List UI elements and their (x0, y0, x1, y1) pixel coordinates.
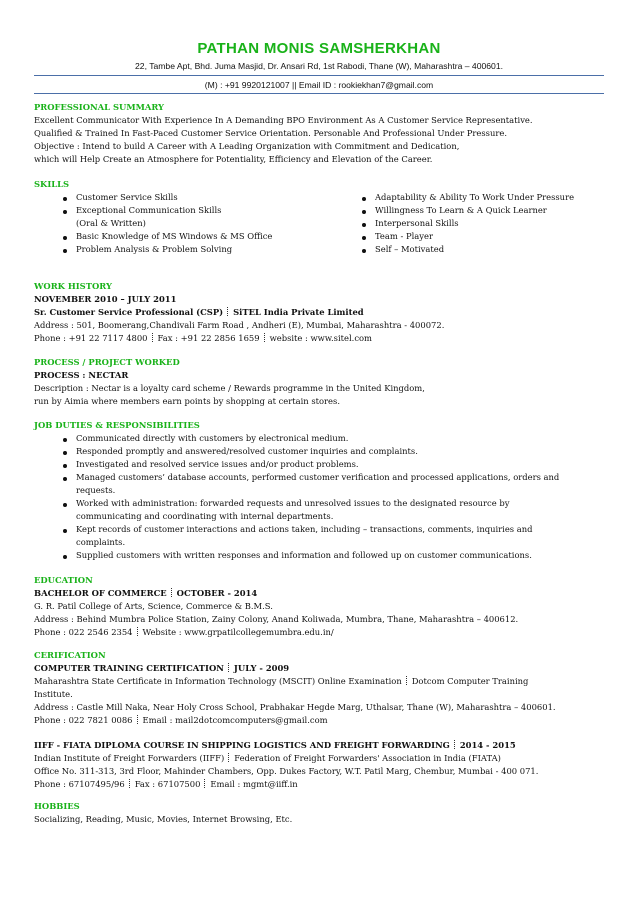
duty-item: Kept records of customer interactions and actions taken, including – transactions, comments, inquiries and (76, 524, 533, 534)
separator (204, 779, 206, 788)
skill-item: Basic Knowledge of MS Windows & MS Office (76, 231, 273, 241)
process-description: run by Aimia where members earn points by shopping at certain stores. (34, 396, 340, 406)
skill-item: Customer Service Skills (76, 192, 178, 202)
bullet-icon (63, 451, 67, 455)
bullet-icon (63, 529, 67, 533)
cert-contact-line (34, 714, 328, 726)
skill-item: Willingness To Learn & A Quick Learner (375, 205, 547, 215)
skill-item: Exceptional Communication Skills (76, 205, 222, 215)
header-divider-top (34, 75, 604, 76)
bullet-icon (362, 210, 366, 214)
education-heading: EDUCATION (34, 575, 93, 585)
skill-item: Interpersonal Skills (375, 218, 459, 228)
cert-issuer-line (34, 752, 501, 764)
separator (171, 588, 173, 597)
skill-item: Problem Analysis & Problem Solving (76, 244, 233, 254)
duty-item: Supplied customers with written responses and information and followed up on customer communications. (76, 550, 532, 560)
cert-fax: Fax : 67107500 (134, 779, 201, 789)
cert-institute: Dotcom Computer Training (411, 676, 529, 686)
separator (454, 740, 456, 749)
cert-address: Office No. 311-313, 3rd Floor, Mahinder Chambers, Opp. Dukes Factory, W.T. Patil Marg, Chembur, Mumbai - 400 071. (34, 766, 539, 776)
process-heading: PROCESS / PROJECT WORKED (34, 357, 180, 367)
duty-item-continuation: communicating and coordinating with internal departments. (76, 511, 334, 521)
education-degree-line (34, 587, 257, 599)
summary-line: Qualified & Trained In Fast-Paced Customer Service Orientation. Personable And Professional Under Pressure. (34, 128, 507, 138)
cert-phone: Phone : 022 7821 0086 (34, 715, 133, 725)
job-title: Sr. Customer Service Professional (CSP) (34, 307, 224, 317)
separator (227, 307, 229, 316)
summary-line: Excellent Communicator With Experience In A Demanding BPO Environment As A Customer Service Representative. (34, 115, 533, 125)
cert-institute: Indian Institute of Freight Forwarders (IIFF) (34, 753, 225, 763)
bullet-icon (63, 555, 67, 559)
duties-heading: JOB DUTIES & RESPONSIBILITIES (34, 420, 200, 430)
college-website: Website : www.grpatilcollegemumbra.edu.in/ (142, 627, 334, 637)
bullet-icon (63, 464, 67, 468)
bullet-icon (63, 477, 67, 481)
separator (228, 663, 230, 672)
duty-item-continuation: requests. (76, 485, 116, 495)
cert-issuer-line (34, 675, 528, 687)
separator (129, 779, 131, 788)
summary-line: Objective : Intend to build A Career with A Leading Organization with Commitment and Dedication, (34, 141, 460, 151)
degree-name: BACHELOR OF COMMERCE (34, 588, 167, 598)
process-description: Description : Nectar is a loyalty card scheme / Rewards programme in the United Kingdom, (34, 383, 425, 393)
work-contact-line (34, 332, 372, 344)
skill-item: Team - Player (375, 231, 433, 241)
cert-address: Address : Castle Mill Naka, Near Holy Cross School, Prabhakar Hegde Marg, Uthalsar, Thane (W), Maharashtra – 400601. (34, 702, 556, 712)
skill-item: Adaptability & Ability To Work Under Pressure (375, 192, 575, 202)
company-name: SiTEL India Private Limited (233, 307, 364, 317)
cert-date: JULY - 2009 (233, 663, 290, 673)
header-divider-bottom (34, 93, 604, 94)
work-phone: Phone : +91 22 7117 4800 (34, 333, 148, 343)
separator (137, 715, 139, 724)
bullet-icon (63, 210, 67, 214)
bullet-icon (63, 438, 67, 442)
work-website: website : www.sitel.com (269, 333, 372, 343)
summary-heading: PROFESSIONAL SUMMARY (34, 102, 165, 112)
work-history-heading: WORK HISTORY (34, 281, 112, 291)
cert-date: 2014 - 2015 (459, 740, 516, 750)
duty-item: Worked with administration: forwarded requests and unresolved issues to the designated resource by (76, 498, 510, 508)
duty-item: Responded promptly and answered/resolved customer inquiries and complaints. (76, 446, 418, 456)
separator (152, 333, 154, 342)
cert-course: Maharashtra State Certificate in Information Technology (MSCIT) Online Examination (34, 676, 402, 686)
cert-title: COMPUTER TRAINING CERTIFICATION (34, 663, 224, 673)
contact-line: (M) : +91 9920121007 || Email ID : rookiekhan7@gmail.com (204, 80, 434, 90)
candidate-name: PATHAN MONIS SAMSHERKHAN (197, 40, 441, 57)
bullet-icon (362, 249, 366, 253)
cert-federation: Federation of Freight Forwarders' Association in India (FIATA) (234, 753, 501, 763)
duty-item-continuation: complaints. (76, 537, 126, 547)
separator (406, 676, 408, 685)
bullet-icon (63, 236, 67, 240)
hobbies-text: Socializing, Reading, Music, Movies, Internet Browsing, Etc. (34, 814, 293, 824)
duty-item: Managed customers’ database accounts, performed customer verification and processed applications, orders and (76, 472, 560, 482)
certification-heading: CERIFICATION (34, 650, 106, 660)
skill-item-continuation: (Oral & Written) (76, 218, 146, 228)
duty-item: Investigated and resolved service issues and/or product problems. (76, 459, 359, 469)
cert-email: Email : mgmt@iiff.in (210, 779, 298, 789)
process-name: PROCESS : NECTAR (34, 370, 129, 380)
separator (264, 333, 266, 342)
home-address: 22, Tambe Apt, Bhd. Juma Masjid, Dr. Ansari Rd, 1st Rabodi, Thane (W), Maharashtra – 400601. (135, 61, 503, 71)
bullet-icon (362, 236, 366, 240)
work-address: Address : 501, Boomerang,Chandivali Farm Road , Andheri (E), Mumbai, Maharashtra - 400072. (34, 320, 445, 330)
bullet-icon (362, 223, 366, 227)
cert-title: IIFF - FIATA DIPLOMA COURSE IN SHIPPING LOGISTICS AND FREIGHT FORWARDING (34, 740, 450, 750)
work-role-line (34, 306, 364, 318)
bullet-icon (63, 197, 67, 201)
cert-contact-line (34, 778, 298, 790)
college-contact-line (34, 626, 334, 638)
bullet-icon (63, 249, 67, 253)
degree-date: OCTOBER - 2014 (176, 588, 258, 598)
college-address: Address : Behind Mumbra Police Station, Zainy Colony, Anand Koliwada, Mumbra, Thane, Maharashtra – 400612. (34, 614, 519, 624)
skills-heading: SKILLS (34, 179, 70, 189)
hobbies-heading: HOBBIES (34, 801, 80, 811)
cert-title-line (34, 739, 516, 751)
cert-title-line (34, 662, 289, 674)
summary-line: which will Help Create an Atmosphere for Potentiality, Efficiency and Elevation of the Career. (34, 154, 433, 164)
work-dates: NOVEMBER 2010 – JULY 2011 (34, 294, 177, 304)
cert-email: Email : mail2dotcomcomputers@gmail.com (142, 715, 328, 725)
duty-item: Communicated directly with customers by electronical medium. (76, 433, 349, 443)
work-fax: Fax : +91 22 2856 1659 (157, 333, 260, 343)
college-name: G. R. Patil College of Arts, Science, Commerce & B.M.S. (34, 601, 273, 611)
separator (228, 753, 230, 762)
cert-issuer-continuation: Institute. (34, 689, 73, 699)
bullet-icon (362, 197, 366, 201)
college-phone: Phone : 022 2546 2354 (34, 627, 133, 637)
cert-phone: Phone : 67107495/96 (34, 779, 125, 789)
bullet-icon (63, 503, 67, 507)
separator (137, 627, 139, 636)
skill-item: Self – Motivated (375, 244, 445, 254)
